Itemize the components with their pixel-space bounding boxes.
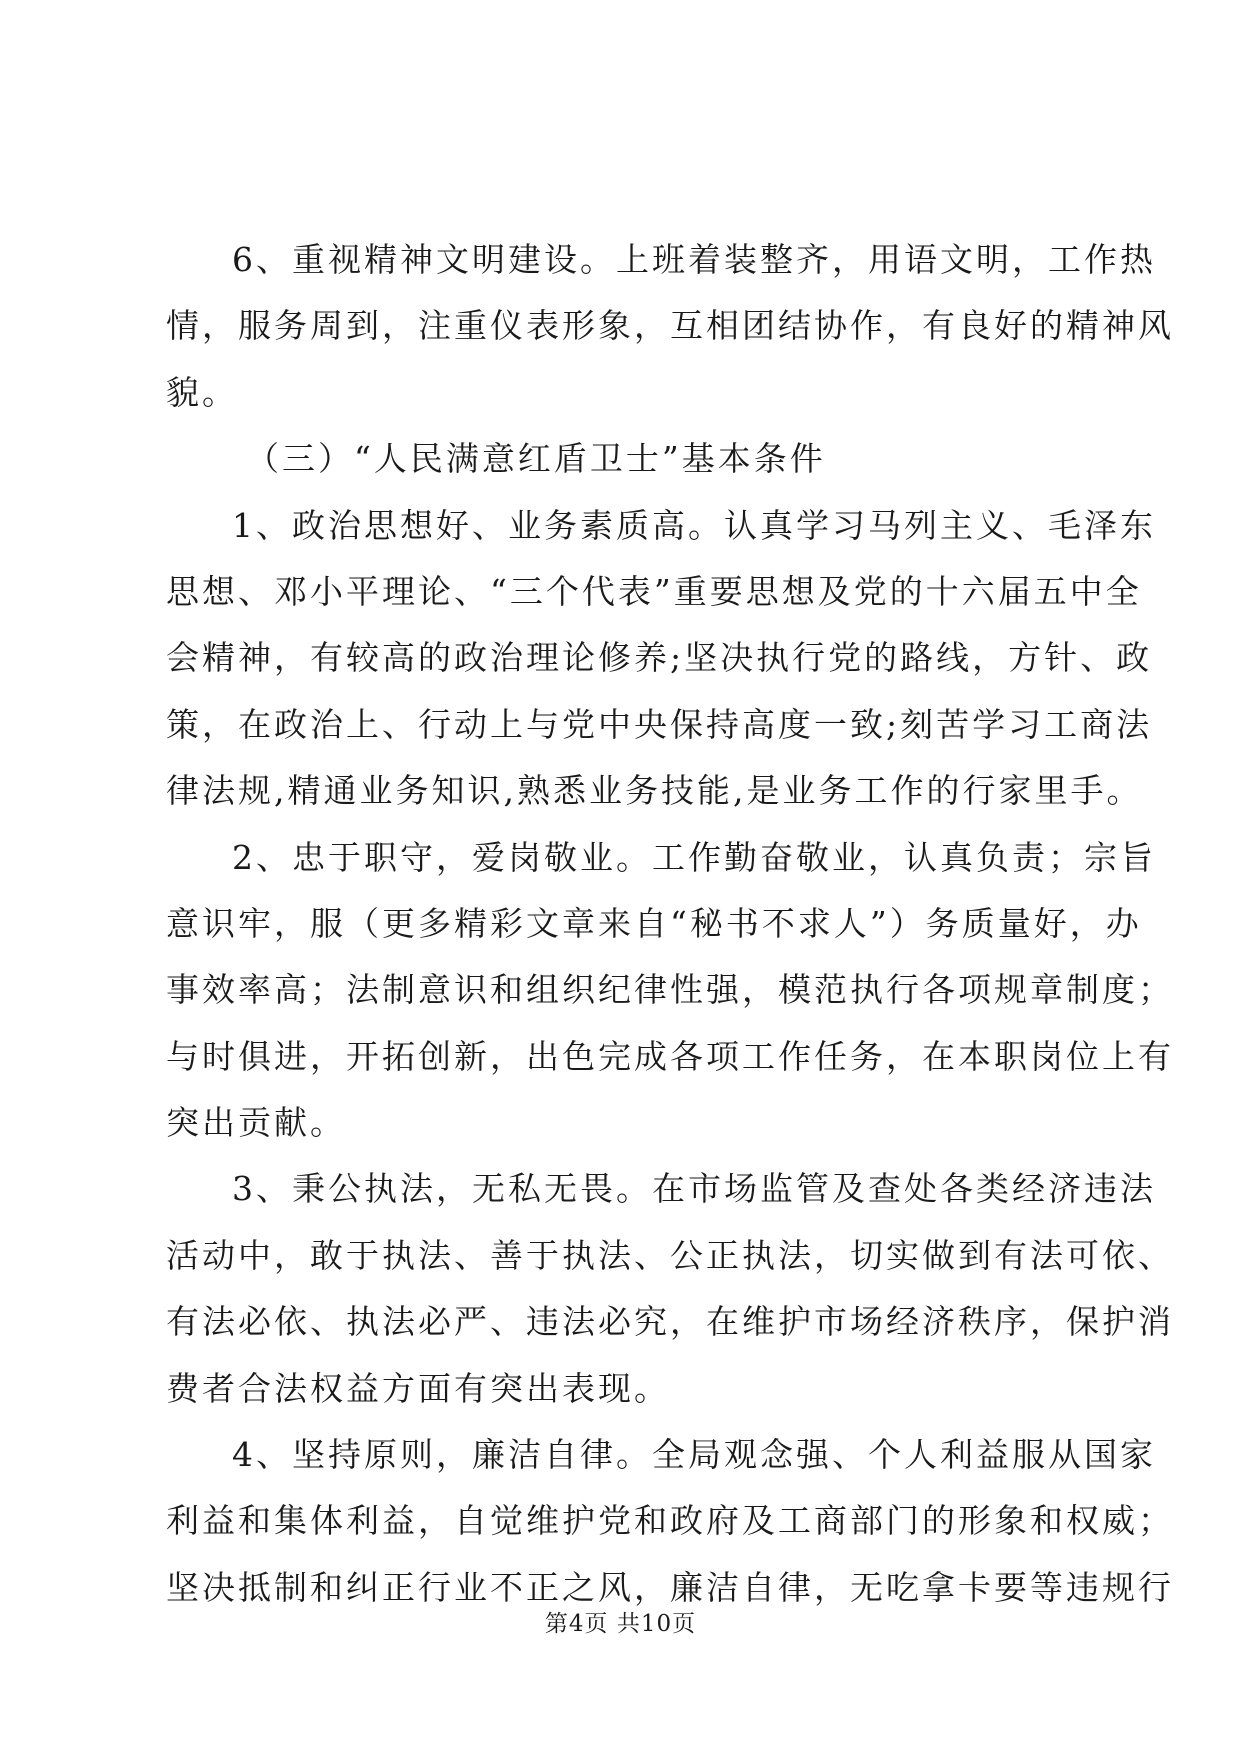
paragraph-line: 律法规,精通业务知识,熟悉业务技能,是业务工作的行家里手。 (166, 771, 1143, 811)
paragraph-line: 4、坚持原则，廉洁自律。全局观念强、个人利益服从国家 (232, 1435, 1156, 1475)
paragraph-line: 利益和集体利益，自觉维护党和政府及工商部门的形象和权威； (166, 1501, 1174, 1541)
paragraph-line: 会精神，有较高的政治理论修养;坚决执行党的路线，方针、政 (166, 638, 1153, 678)
section-heading: （三）“人民满意红盾卫士”基本条件 (246, 439, 826, 479)
paragraph-line: 费者合法权益方面有突出表现。 (166, 1368, 670, 1408)
paragraph-line: 6、重视精神文明建设。上班着装整齐，用语文明，工作热 (232, 240, 1156, 279)
paragraph-line: 活动中，敢于执法、善于执法、公正执法，切实做到有法可依、 (166, 1235, 1174, 1275)
paragraph-line: 坚决抵制和纠正行业不正之风，廉洁自律，无吃拿卡要等违规行 (166, 1567, 1174, 1607)
paragraph-line: 策，在政治上、行动上与党中央保持高度一致;刻苦学习工商法 (166, 704, 1153, 744)
paragraph-line: 1、政治思想好、业务素质高。认真学习马列主义、毛泽东 (232, 505, 1156, 545)
paragraph-line: 有法必依、执法必严、违法必究，在维护市场经济秩序，保护消 (166, 1302, 1174, 1342)
paragraph-line: 3、秉公执法，无私无畏。在市场监管及查处各类经济违法 (232, 1169, 1156, 1209)
paragraph-line: 突出贡献。 (166, 1103, 346, 1143)
paragraph-line: 思想、邓小平理论、“三个代表”重要思想及党的十六届五中全 (166, 571, 1142, 611)
page-number-footer: 第4页 共10页 (544, 1611, 697, 1637)
paragraph-line: 与时俱进，开拓创新，出色完成各项工作任务，在本职岗位上有 (166, 1036, 1174, 1076)
paragraph-line: 意识牢，服（更多精彩文章来自“秘书不求人”）务质量好，办 (166, 903, 1142, 943)
paragraph-line: 貌。 (166, 372, 238, 412)
paragraph-line: 2、忠于职守，爱岗敬业。工作勤奋敬业，认真负责；宗旨 (232, 837, 1156, 877)
paragraph-line: 事效率高；法制意识和组织纪律性强，模范执行各项规章制度； (166, 970, 1174, 1010)
paragraph-line: 情，服务周到，注重仪表形象，互相团结协作，有良好的精神风 (166, 306, 1174, 346)
document-body (166, 227, 1174, 1621)
